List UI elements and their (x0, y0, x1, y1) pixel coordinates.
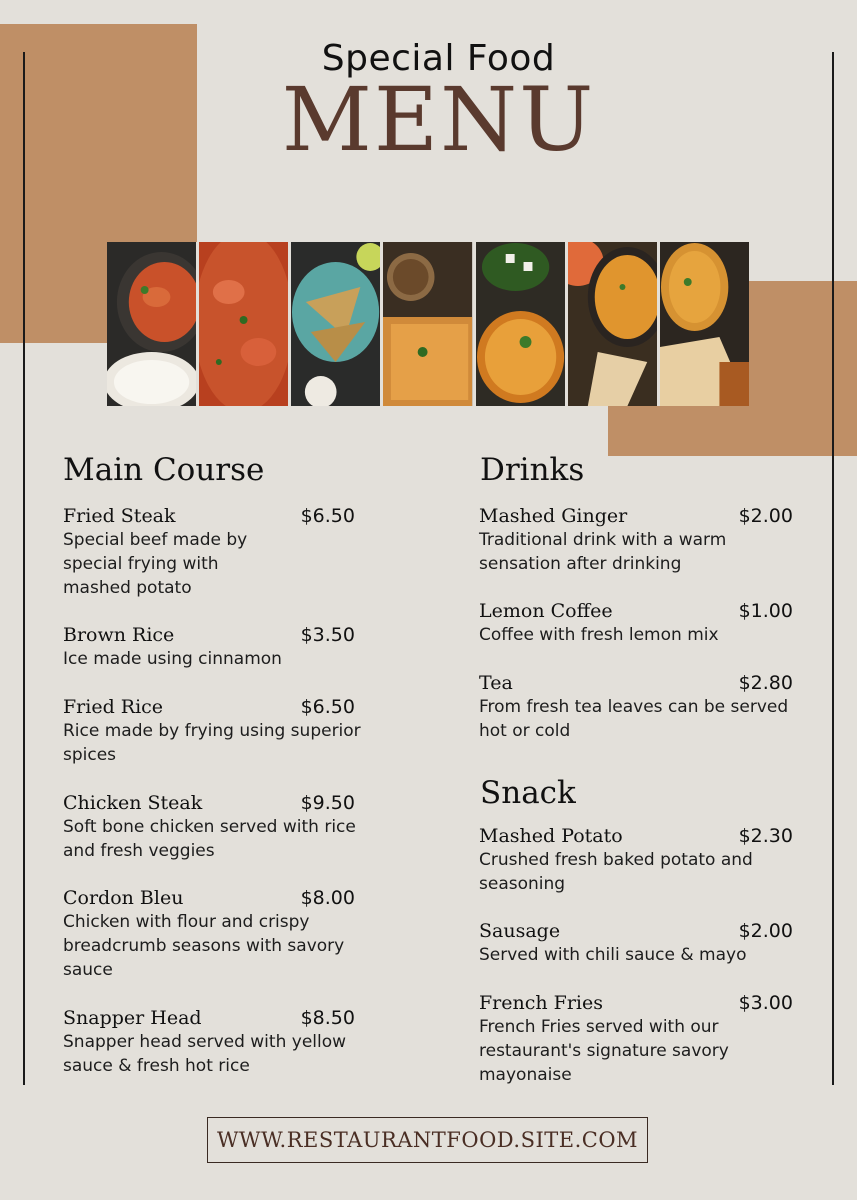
item-description: Rice made by frying using superior spices (63, 721, 361, 765)
menu-item (63, 624, 363, 671)
item-description: Traditional drink with a warm sensation after drinking (479, 530, 727, 574)
food-photo-strip (107, 242, 749, 406)
menu-item (63, 792, 363, 863)
item-price: $2.00 (738, 920, 793, 942)
item-price: $8.50 (300, 1007, 355, 1029)
butter-chicken-photo (107, 242, 196, 406)
menu-item (479, 600, 793, 647)
item-price: $2.00 (738, 505, 793, 527)
website-link[interactable]: WWW.RESTAURANTFOOD.SITE.COM (216, 1128, 639, 1152)
section-title-drinks: Drinks (480, 452, 585, 488)
website-box (207, 1117, 648, 1163)
item-description: Coffee with fresh lemon mix (479, 625, 719, 645)
item-price: $1.00 (738, 600, 793, 622)
menu-item (479, 920, 793, 967)
menu-item (479, 825, 793, 896)
section-title-snack: Snack (480, 775, 576, 811)
item-name: Snapper Head (63, 1007, 202, 1029)
menu-item (63, 505, 363, 600)
menu-title: MENU (281, 68, 596, 171)
biryani-photo (568, 242, 657, 406)
item-name: Fried Steak (63, 505, 176, 527)
item-name: Mashed Ginger (479, 505, 628, 527)
menu-item (479, 505, 793, 576)
item-name: Chicken Steak (63, 792, 203, 814)
item-price: $3.50 (300, 624, 355, 646)
spinach-paneer-photo (476, 242, 565, 406)
curry-bowl-photo (383, 242, 472, 406)
menu-item (63, 887, 363, 982)
item-description: Ice made using cinnamon (63, 649, 282, 669)
item-description: Soft bone chicken served with rice and fresh veggies (63, 817, 356, 861)
item-price: $2.30 (738, 825, 793, 847)
border-line-right (832, 52, 834, 1085)
item-description: Chicken with flour and crispy breadcrumb seasons with savory sauce (63, 912, 345, 980)
item-description: Special beef made by special frying with mashed potato (63, 530, 248, 598)
item-price: $2.80 (738, 672, 793, 694)
item-name: Fried Rice (63, 696, 164, 718)
item-name: French Fries (479, 992, 604, 1014)
item-price: $6.50 (300, 696, 355, 718)
item-name: Lemon Coffee (479, 600, 613, 622)
naan-photo (660, 242, 749, 406)
item-name: Mashed Potato (479, 825, 623, 847)
item-name: Tea (479, 672, 513, 694)
item-price: $8.00 (300, 887, 355, 909)
samosa-photo (291, 242, 380, 406)
menu-subtitle: Special Food (321, 38, 556, 79)
item-description: Snapper head served with yellow sauce & fresh hot rice (63, 1032, 347, 1076)
item-price: $9.50 (300, 792, 355, 814)
menu-item (63, 696, 363, 767)
item-description: Served with chili sauce & mayo (479, 945, 747, 965)
item-name: Brown Rice (63, 624, 175, 646)
menu-item (479, 672, 793, 743)
item-description: From fresh tea leaves can be served hot or cold (479, 697, 789, 741)
item-name: Cordon Bleu (63, 887, 184, 909)
section-title-main-course: Main Course (63, 452, 265, 488)
menu-item (63, 1007, 363, 1078)
item-price: $3.00 (738, 992, 793, 1014)
menu-item (479, 992, 793, 1087)
item-price: $6.50 (300, 505, 355, 527)
item-description: Crushed fresh baked potato and seasoning (479, 850, 753, 894)
tikka-masala-photo (199, 242, 288, 406)
border-line-left (23, 52, 25, 1085)
item-description: French Fries served with our restaurant's signature savory mayonaise (479, 1017, 729, 1085)
item-name: Sausage (479, 920, 561, 942)
